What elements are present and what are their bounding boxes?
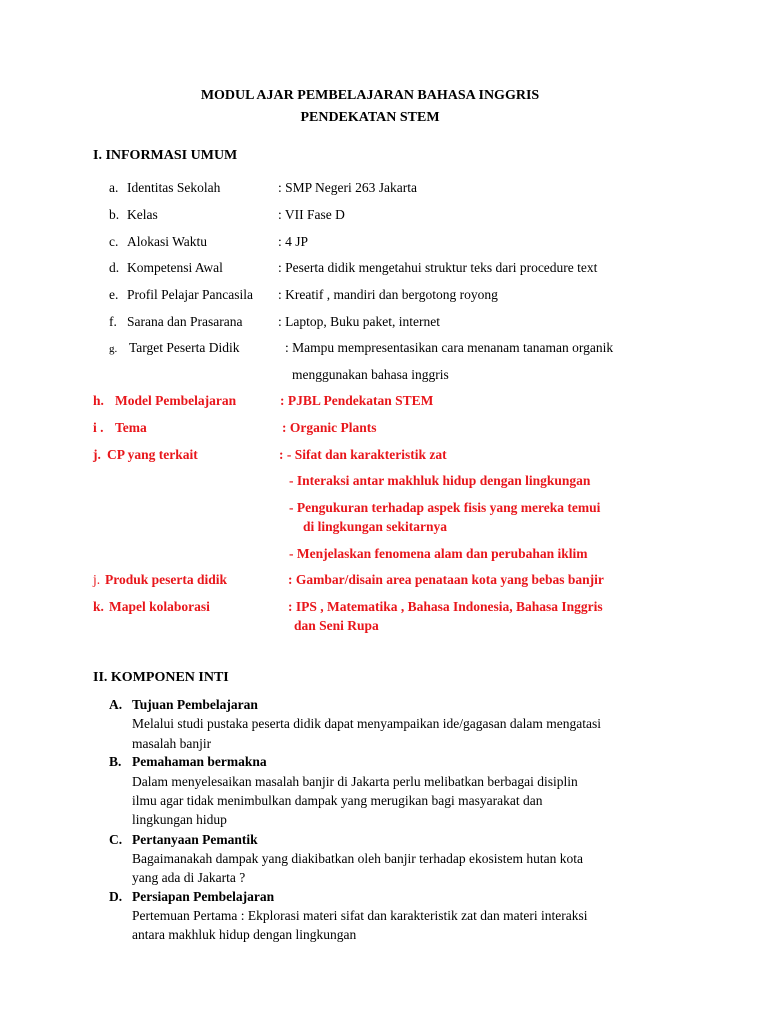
info-item-kompetensi <box>109 260 223 276</box>
item-marker: a. <box>109 180 119 195</box>
komponen-text: masalah banjir <box>132 736 212 751</box>
info-value-model: : PJBL Pendekatan STEM <box>280 393 434 408</box>
info-value-alokasi: : 4 JP <box>278 234 309 249</box>
info-item-kelas <box>109 207 158 223</box>
item-marker: B. <box>109 754 122 769</box>
info-item-cp <box>93 447 198 463</box>
komponen-item-persiapan <box>109 889 274 905</box>
komponen-item-pertanyaan <box>109 832 258 848</box>
komponen-text: Pertemuan Pertama : Ekplorasi materi sifat dan karakteristik zat dan materi interaksi <box>132 908 588 923</box>
komponen-text: Melalui studi pustaka peserta didik dapat menyampaikan ide/gagasan dalam mengatasi <box>132 716 601 731</box>
info-value-kompetensi: : Peserta didik mengetahui struktur teks dari procedure text <box>278 260 598 275</box>
komponen-text: Bagaimanakah dampak yang diakibatkan oleh banjir terhadap ekosistem hutan kota <box>132 851 583 866</box>
item-marker: j. <box>93 572 101 587</box>
item-title: Pemahaman bermakna <box>132 754 267 769</box>
cp-sub-item: - Menjelaskan fenomena alam dan perubahan iklim <box>289 546 588 561</box>
info-value-tema: : Organic Plants <box>282 420 377 435</box>
info-item-produk <box>93 572 227 588</box>
info-value-kelas: : VII Fase D <box>278 207 345 222</box>
cp-sub-item: - Pengukuran terhadap aspek fisis yang mereka temui <box>289 500 601 515</box>
info-value-mapel-cont: dan Seni Rupa <box>294 618 379 633</box>
info-value-produk: : Gambar/disain area penataan kota yang bebas banjir <box>288 572 604 587</box>
item-title: Persiapan Pembelajaran <box>132 889 275 904</box>
item-marker: h. <box>93 393 104 408</box>
item-label: Kompetensi Awal <box>127 260 223 275</box>
info-value-target-cont: menggunakan bahasa inggris <box>292 367 449 382</box>
item-label: Kelas <box>127 207 158 222</box>
item-marker: d. <box>109 260 120 275</box>
item-marker: b. <box>109 207 120 222</box>
info-item-identitas <box>109 180 220 196</box>
item-marker: A. <box>109 697 123 712</box>
item-title: Tujuan Pembelajaran <box>132 697 258 712</box>
item-title: Pertanyaan Pemantik <box>132 832 258 847</box>
document-title: MODUL AJAR PEMBELAJARAN BAHASA INGGRIS <box>200 88 540 103</box>
item-marker: j. <box>93 447 101 462</box>
komponen-text: Dalam menyelesaikan masalah banjir di Jakarta perlu melibatkan berbagai disiplin <box>132 774 578 789</box>
info-item-profil <box>109 287 253 303</box>
info-value-target: : Mampu mempresentasikan cara menanam tanaman organik <box>285 340 614 355</box>
info-item-tema <box>93 420 147 436</box>
item-label: Identitas Sekolah <box>127 180 221 195</box>
info-item-mapel <box>93 599 210 615</box>
section-heading-informasi-umum: I. INFORMASI UMUM <box>93 148 238 163</box>
document-subtitle: PENDEKATAN STEM <box>300 110 440 125</box>
info-item-target <box>109 340 240 356</box>
komponen-text: lingkungan hidup <box>132 812 227 827</box>
cp-sub-item-cont: di lingkungan sekitarnya <box>303 519 448 534</box>
item-marker: D. <box>109 889 123 904</box>
item-label: Mapel kolaborasi <box>109 599 210 614</box>
komponen-item-tujuan <box>109 697 258 713</box>
item-label: Produk peserta didik <box>105 572 228 587</box>
item-marker: i . <box>93 420 104 435</box>
komponen-text: antara makhluk hidup dengan lingkungan <box>132 927 357 942</box>
item-label: Profil Pelajar Pancasila <box>127 287 253 302</box>
cp-sub-item: - Interaksi antar makhluk hidup dengan lingkungan <box>289 473 591 488</box>
info-value-identitas: : SMP Negeri 263 Jakarta <box>278 180 417 195</box>
info-item-sarana <box>109 314 242 330</box>
item-marker: g. <box>109 343 118 355</box>
item-label: CP yang terkait <box>107 447 198 462</box>
info-value-cp: : - Sifat dan karakteristik zat <box>279 447 447 462</box>
info-item-alokasi <box>109 234 207 250</box>
item-marker: f. <box>109 314 117 329</box>
item-label: Model Pembelajaran <box>115 393 237 408</box>
komponen-text: yang ada di Jakarta ? <box>132 870 246 885</box>
komponen-text: ilmu agar tidak menimbulkan dampak yang merugikan bagi masyarakat dan <box>132 793 543 808</box>
info-value-profil: : Kreatif , mandiri dan bergotong royong <box>278 287 498 302</box>
item-marker: C. <box>109 832 123 847</box>
item-label: Sarana dan Prasarana <box>127 314 243 329</box>
item-label: Alokasi Waktu <box>127 234 208 249</box>
item-marker: k. <box>93 599 104 614</box>
section-heading-komponen-inti: II. KOMPONEN INTI <box>93 670 229 685</box>
info-value-mapel: : IPS , Matematika , Bahasa Indonesia, Bahasa Inggris <box>288 599 603 614</box>
info-item-model <box>93 393 236 409</box>
item-label: Target Peserta Didik <box>129 340 240 355</box>
info-value-sarana: : Laptop, Buku paket, internet <box>278 314 440 329</box>
item-marker: e. <box>109 287 119 302</box>
komponen-item-pemahaman <box>109 754 267 770</box>
item-label: Tema <box>115 420 147 435</box>
item-marker: c. <box>109 234 119 249</box>
